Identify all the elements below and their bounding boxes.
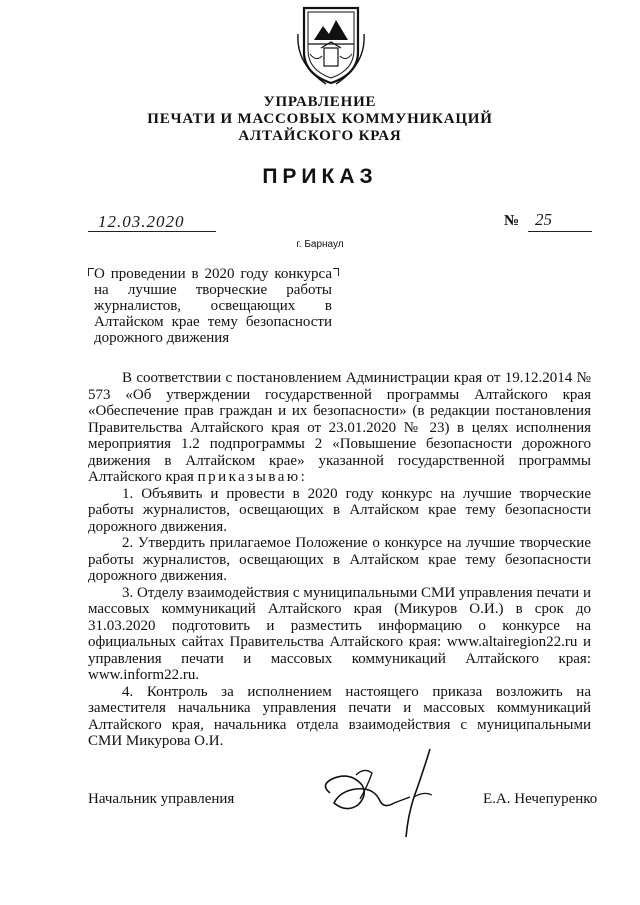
order-item-4: 4. Контроль за исполнением настоящего приказа возложить на заместителя начальника управления печати и массовых коммуникаций Алтайского края, начальника отдела взаимодействия с муниципальными СМИ Микурова О.И.	[88, 683, 591, 749]
signatory-title: Начальник управления	[88, 791, 235, 807]
order-item-3: 3. Отделу взаимодействия с муниципальными СМИ управления печати и массовых коммуникаций Алтайского края (Микуров О.И.) в срок до 31.03.2020 подготовить и разместить информацию о конкурсе на официальных сайтах Правительства Алтайского края: www.altairegion22.ru и управления печати и массовых коммуникаций Алтайского края: www.inform22.ru.	[88, 584, 591, 683]
order-number-label: №	[504, 213, 520, 229]
subject-bracket-right	[333, 268, 339, 276]
document-type-title: ПРИКАЗ	[262, 165, 378, 188]
handwritten-signature	[310, 745, 450, 840]
order-item-2: 2. Утвердить прилагаемое Положение о конкурсе на лучшие творческие работы журналистов, освещающих в Алтайском крае тему безопасности дорожного движения.	[88, 535, 591, 584]
order-subject: О проведении в 2020 году конкурса на лучшие творческие работы журналистов, освещающих в Алтайском крае тему безопасности дорожного движения	[94, 266, 332, 346]
order-item-1: 1. Объявить и провести в 2020 году конкурс на лучшие творческие работы журналистов, освещающих в Алтайском крае тему безопасности дорожного движения.	[88, 485, 591, 535]
coat-of-arms-icon	[296, 4, 366, 86]
body-intro	[88, 370, 591, 486]
order-number: 25	[535, 210, 552, 229]
org-name-line-2: ПЕЧАТИ И МАССОВЫХ КОММУНИКАЦИЙ	[147, 111, 493, 127]
body-intro-text: В соответствии с постановлением Администрации края от 19.12.2014 № 573 «Об утверждении государственной программы Алтайского края «Обеспечение прав граждан и их безопасности» (в редакции постановления Правительства Алтайского края от 23.01.2020 № 23) в целях исполнения мероприятия 1.2 подпрограммы 2 «Повышение безопасности дорожного движения в Алтайском крае» указанной государственной программы Алтайского края	[88, 370, 591, 485]
order-date: 12.03.2020	[98, 212, 185, 231]
order-body	[88, 370, 591, 750]
org-name-line-3: АЛТАЙСКОГО КРАЯ	[238, 128, 402, 144]
date-underline	[88, 231, 216, 232]
signatory-name: Е.А. Нечепуренко	[483, 791, 598, 807]
order-word: приказываю:	[197, 469, 308, 485]
number-underline	[528, 231, 592, 232]
city-label: г. Барнаул	[296, 239, 344, 250]
org-name-line-1: УПРАВЛЕНИЕ	[263, 94, 377, 110]
